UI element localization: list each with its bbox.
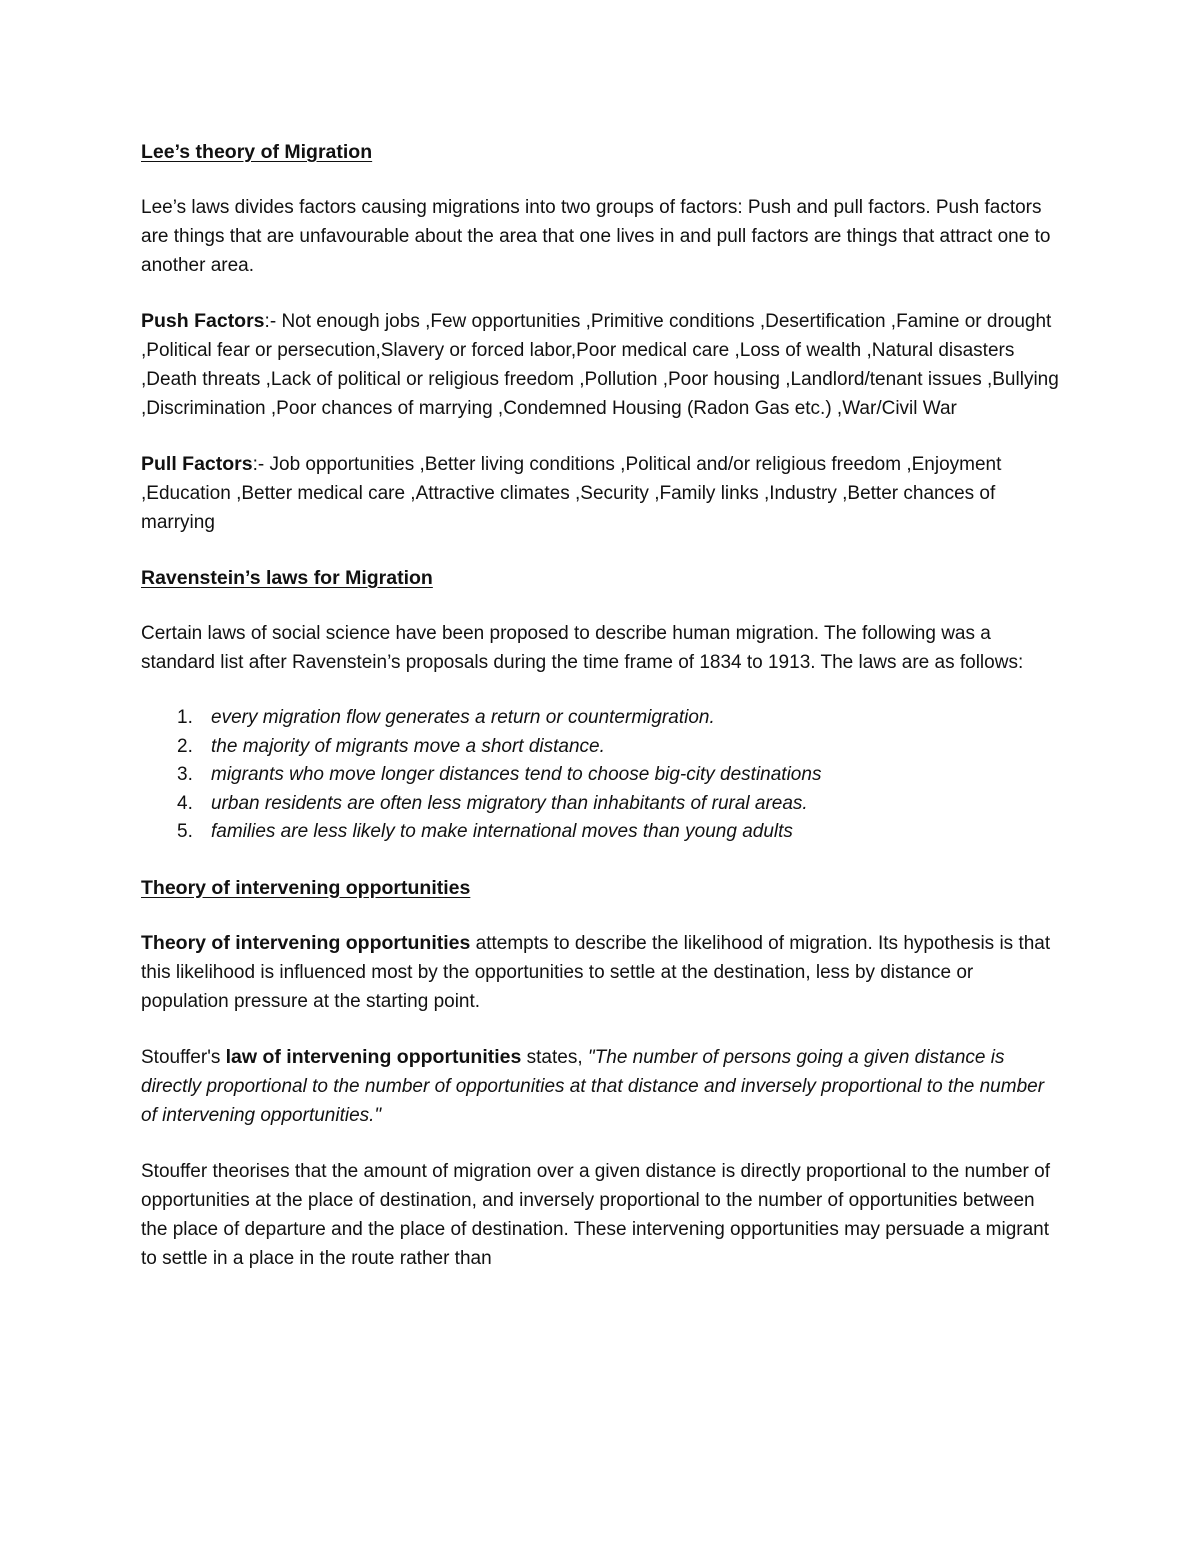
list-item — [141, 704, 1061, 733]
push-factors-label: Push Factors — [141, 310, 265, 332]
list-item-number: 2. — [177, 735, 193, 757]
list-item-text: every migration flow generates a return or countermigration. — [211, 707, 715, 728]
list-item — [141, 733, 1061, 762]
list-item-text: urban residents are often less migratory than inhabitants of rural areas. — [211, 792, 808, 814]
lee-intro-paragraph: Lee’s laws divides factors causing migrations into two groups of factors: Push and pull factors. Push factors are things that are unfavourable about the area that one lives in and pull factors are things that attract one to another area. — [141, 197, 1051, 276]
intervening-heading: Theory of intervening opportunities — [141, 876, 471, 899]
list-item-text: families are less likely to make international moves than young adults — [211, 821, 793, 842]
list-item-number: 3. — [177, 764, 193, 785]
pull-factors-paragraph — [141, 450, 1061, 537]
list-item — [141, 818, 1061, 847]
stouffer-law-paragraph — [141, 1043, 1061, 1130]
list-item-text: the majority of migrants move a short distance. — [211, 735, 605, 757]
intervening-paragraph-1-text: attempts to describe the likelihood of migration. Its hypothesis is that this likelihood is influenced most by the opportunities to settle at the destination, less by distance or population pressure at the starting point. — [141, 932, 1051, 1012]
list-item-number: 5. — [177, 821, 193, 842]
ravenstein-intro-paragraph: Certain laws of social science have been proposed to describe human migration. The following was a standard list after Ravenstein’s proposals during the time frame of 1834 to 1913. The laws are as follows: — [141, 623, 1024, 673]
ravenstein-heading: Ravenstein’s laws for Migration — [141, 567, 433, 589]
list-item — [141, 790, 1061, 819]
lee-heading: Lee’s theory of Migration — [141, 141, 373, 163]
stouffer-law-start: Stouffer's — [141, 1046, 226, 1068]
list-item-text: migrants who move longer distances tend to choose big-city destinations — [211, 764, 822, 785]
stouffer-law-bold: law of intervening opportunities — [225, 1045, 522, 1068]
stouffer-theory-paragraph: Stouffer theorises that the amount of migration over a given distance is directly proportional to the number of opportunities at the place of destination, and inversely proportional to the number of opportunities between the place of departure and the place of destination. These intervening opportunities may persuade a migrant to settle in a place in the route rather than — [141, 1160, 1050, 1269]
pull-factors-label: Pull Factors — [141, 453, 253, 475]
push-factors-text: Not enough jobs ,Few opportunities ,Primitive conditions ,Desertification ,Famine or drought ,Political fear or persecution,Slavery or forced labor,Poor medical care ,Loss of wealth ,Natural disasters ,Death threats ,Lack of political or religious freedom ,Pollution ,Poor housing ,Landlord/tenant issues ,Bullying ,Discrimination ,Poor chances of marrying ,Condemned Housing (Radon Gas etc.) ,War/Civil War — [141, 311, 1059, 419]
list-item — [141, 761, 1061, 790]
push-factors-separator: :- — [264, 311, 282, 332]
pull-factors-separator: :- — [252, 454, 270, 475]
stouffer-law-mid: states, — [521, 1046, 588, 1068]
list-item-number: 1. — [177, 707, 193, 728]
document-page — [141, 138, 1061, 1273]
ravenstein-laws-list — [141, 704, 1061, 847]
push-factors-paragraph — [141, 307, 1061, 423]
stouffer-law-quote: "The number of persons going a given distance is directly proportional to the number of opportunities at that distance and inversely proportional to the number of intervening opportunities." — [141, 1046, 1045, 1126]
intervening-term-bold: Theory of intervening opportunities — [141, 931, 471, 954]
list-item-number: 4. — [177, 792, 193, 814]
intervening-paragraph-1 — [141, 929, 1061, 1016]
pull-factors-text: Job opportunities ,Better living conditions ,Political and/or religious freedom ,Enjoyment ,Education ,Better medical care ,Attractive climates ,Security ,Family links ,Industry ,Better chances of marrying — [141, 454, 1002, 533]
